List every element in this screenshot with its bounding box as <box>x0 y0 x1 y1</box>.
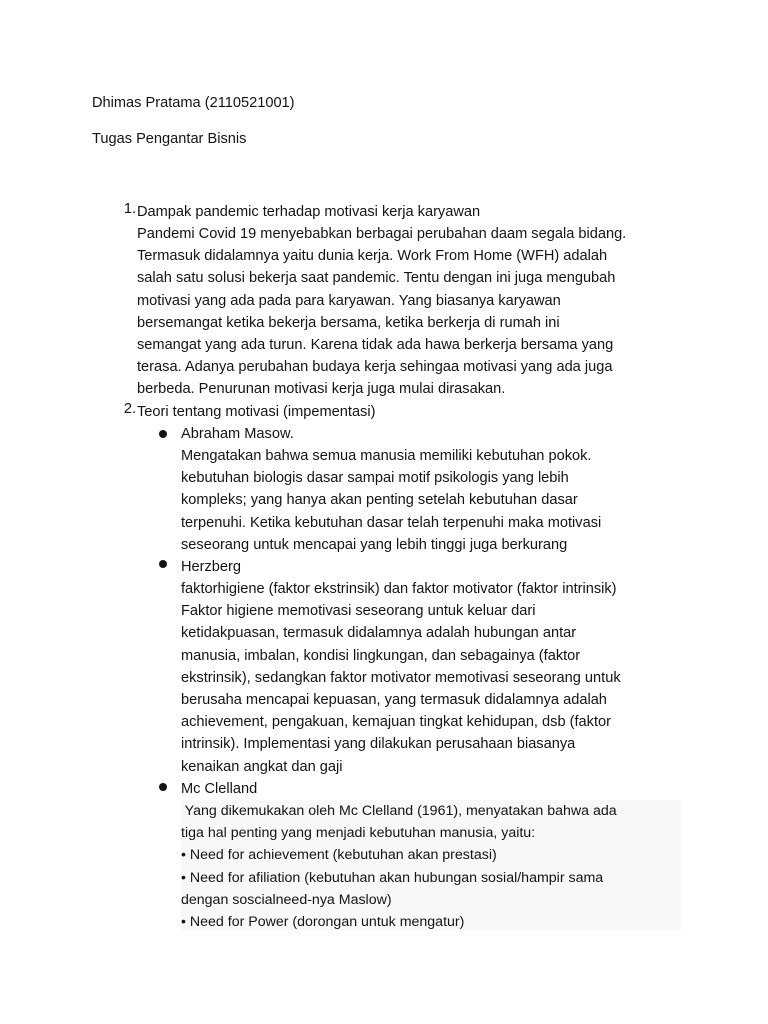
section-1-body: Pandemi Covid 19 menyebabkan berbagai perubahan daam segala bidang. Termasuk didalamnya yaitu dunia kerja. Work From Home (WFH) adalah salah satu solusi bekerja saat pandemic. Tentu dengan ini juga mengubah motivasi yang ada pada para karyawan. Yang biasanya karyawan bersemangat ketika bekerja bersama, ketika berkerja di rumah ini semangat yang ada turun. Karena tidak ada hawa berkerja bersama yang terasa. Adanya perubahan budaya kerja sehingaa motivasi yang ada juga berbeda. Penurunan motivasi kerja juga mulai dirasakan. <box>137 226 627 398</box>
bullet-icon <box>159 560 167 568</box>
author-line: Dhimas Pratama (2110521001) <box>92 95 295 111</box>
bullet-icon <box>159 430 167 438</box>
theory-herzberg-body: faktorhigiene (faktor ekstrinsik) dan faktor motivator (faktor intrinsik) Faktor higiene memotivasi seseorang untuk keluar dari ketidakpuasan, termasuk didalamnya adalah hubungan antar manusia, imbalan, kondisi lingkungan, dan sebagainya (faktor ekstrinsik), sedangkan faktor motivator memotivasi seseorang untuk berusaha mencapai kepuasan, yang termasuk didalamnya adalah achievement, pengakuan, kemajuan tingkat kehidupan, dsb (faktor intrinsik). Implementasi yang dilakukan perusahaan biasanya kenaikan angkat dan gaji <box>181 581 621 775</box>
theory-mcclelland-title: Mc Clelland <box>181 781 258 797</box>
section-1-title: Dampak pandemic terhadap motivasi kerja karyawan <box>137 204 481 220</box>
section-2-title: Teori tentang motivasi (impementasi) <box>137 404 376 420</box>
section-2-number: 2. <box>123 401 136 417</box>
course-title: Tugas Pengantar Bisnis <box>92 131 247 147</box>
theory-maslow-title: Abraham Masow. <box>181 426 294 442</box>
theory-herzberg-title: Herzberg <box>181 559 242 575</box>
bullet-icon <box>159 783 167 791</box>
section-1-number: 1. <box>123 201 136 217</box>
theory-mcclelland-body: Yang dikemukakan oleh Mc Clelland (1961), menyatakan bahwa ada tiga hal penting yang menjadi kebutuhan manusia, yaitu: • Need for achievement (kebutuhan akan prestasi) • Need for afiliation (kebutuhan akan hubungan sosial/hampir sama dengan soscialneed-nya Maslow) • Need for Power (dorongan untuk mengatur) <box>181 803 617 931</box>
theory-maslow-body: Mengatakan bahwa semua manusia memiliki kebutuhan pokok. kebutuhan biologis dasar sampai motif psikologis yang lebih kompleks; yang hanya akan penting setelah kebutuhan dasar terpenuhi. Ketika kebutuhan dasar telah terpenuhi maka motivasi seseorang untuk mencapai yang lebih tinggi juga berkurang <box>181 448 602 553</box>
